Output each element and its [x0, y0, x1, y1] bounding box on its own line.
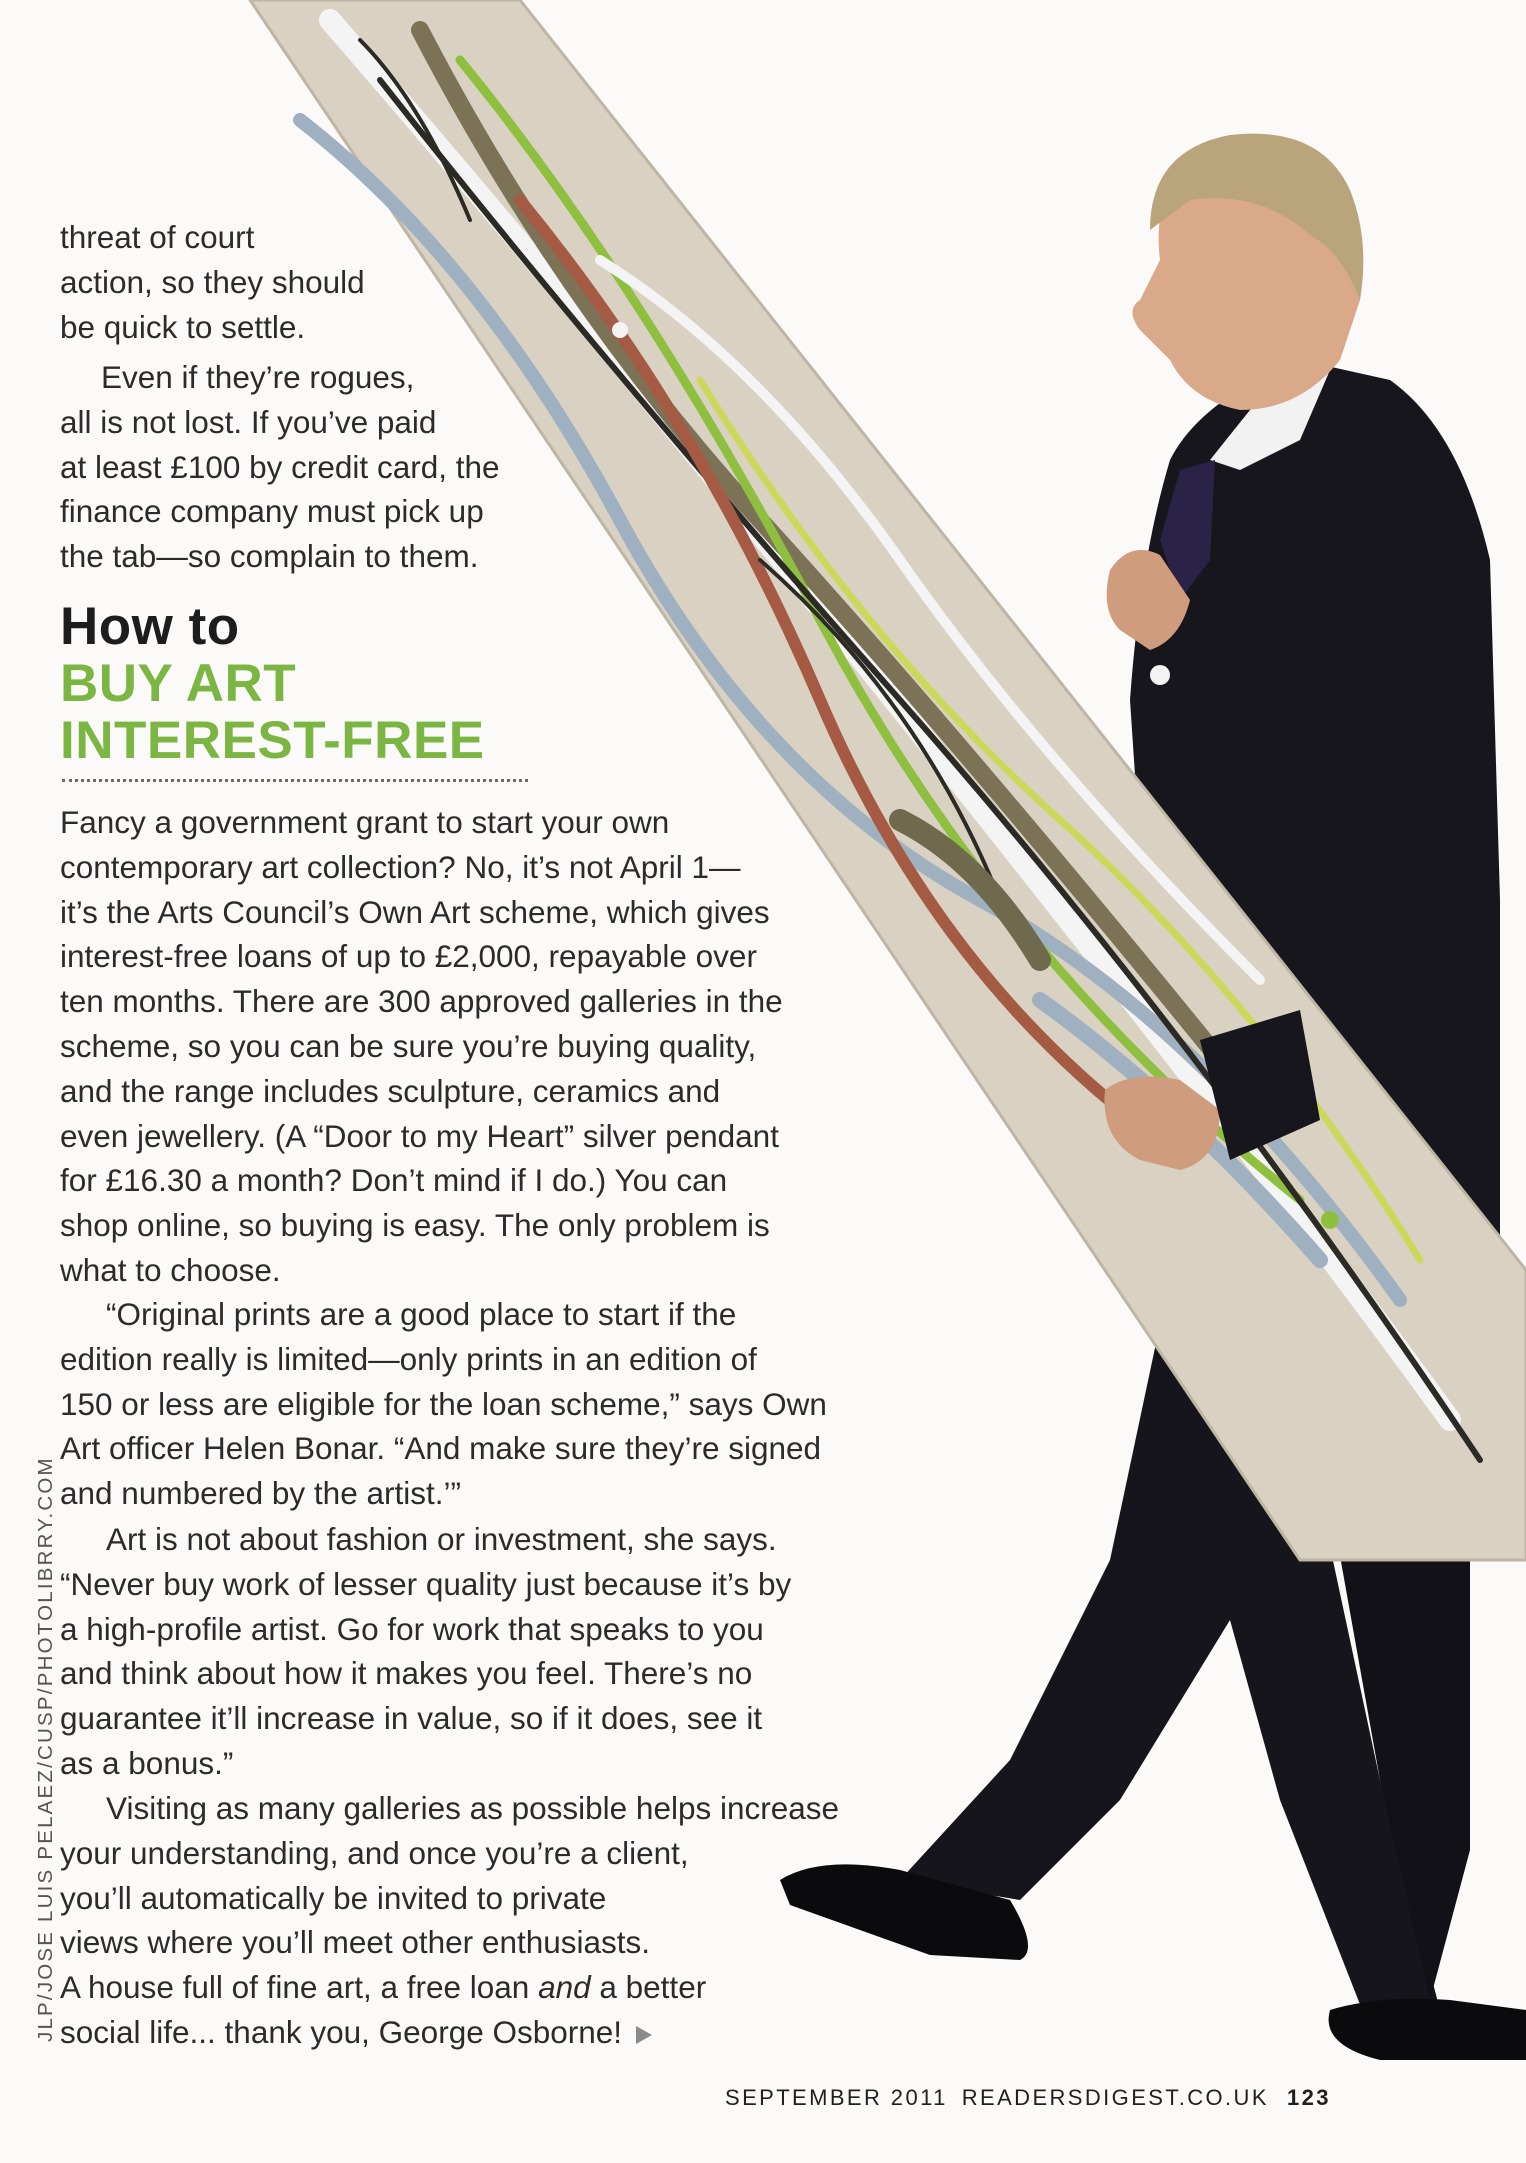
page-number: 123 — [1286, 2085, 1331, 2110]
body-paragraph-1: Fancy a government grant to start your own contemporary art collection? No, it’s not April 1— it’s the Arts Council’s Own Art scheme, which gives interest-free loans of up to £2,000, repayable over ten months. There are 300 approved galleries in the scheme, so you can be sure you’re buying quality, and the range includes sculpture, ceramics and even jewellery. (A “Door to my Heart” silver pendant for £16.30 a month? Don’t mind if I do.) You can shop online, so buying is easy. The only problem is what to choose. — [60, 804, 783, 1288]
heading-line-how-to: How to — [60, 597, 240, 656]
intro-paragraph-1: threat of court action, so they should be quick to settle. — [60, 219, 365, 345]
body-paragraph-4 — [60, 1786, 839, 2055]
dotted-divider — [62, 779, 528, 782]
body-paragraph-4-main: Visiting as many galleries as possible helps increase your understanding, and once you’re a client, you’ll automatically be invited to private views where you’ll meet other enthusiasts. A house full of fine art, a free loan — [60, 1790, 840, 2006]
footer-issue-date: SEPTEMBER 2011 — [725, 2085, 948, 2110]
body-paragraph-4-emphasis: and — [538, 1969, 591, 2006]
right-shoe — [1329, 1999, 1526, 2060]
triangle-right-icon — [636, 2026, 652, 2044]
photo-credit: JLP/JOSE LUIS PELAEZ/CUSP/PHOTOLIBRRY.COM — [34, 1456, 57, 2042]
body-paragraph-3: Art is not about fashion or investment, she says. “Never buy work of lesser quality just because it’s by a high-profile artist. Go for work that speaks to you and think about how it makes you feel. There’s no guarantee it’ll increase in value, so if it does, see it as a bonus.” — [60, 1521, 792, 1781]
section-heading — [60, 598, 485, 769]
heading-line-interest-free: INTEREST-FREE — [60, 711, 485, 770]
intro-paragraph-2: Even if they’re rogues, all is not lost. If you’ve paid at least £100 by credit card, the finance company must pick up the tab—so complain to them. — [60, 359, 500, 575]
man-head — [1133, 134, 1364, 410]
heading-line-buy-art: BUY ART — [60, 654, 297, 713]
body-paragraph-4-tail: a better social life... thank you, George Osborne! — [60, 1969, 707, 2050]
footer-website: READERSDIGEST.CO.UK — [961, 2085, 1269, 2110]
body-paragraph-2: “Original prints are a good place to start if the edition really is limited—only prints in an edition of 150 or less are eligible for the loan scheme,” says Own Art officer Helen Bonar. “And make sure they’re signed and numbered by the artist.’” — [60, 1296, 827, 1512]
page-footer — [725, 2085, 1331, 2111]
